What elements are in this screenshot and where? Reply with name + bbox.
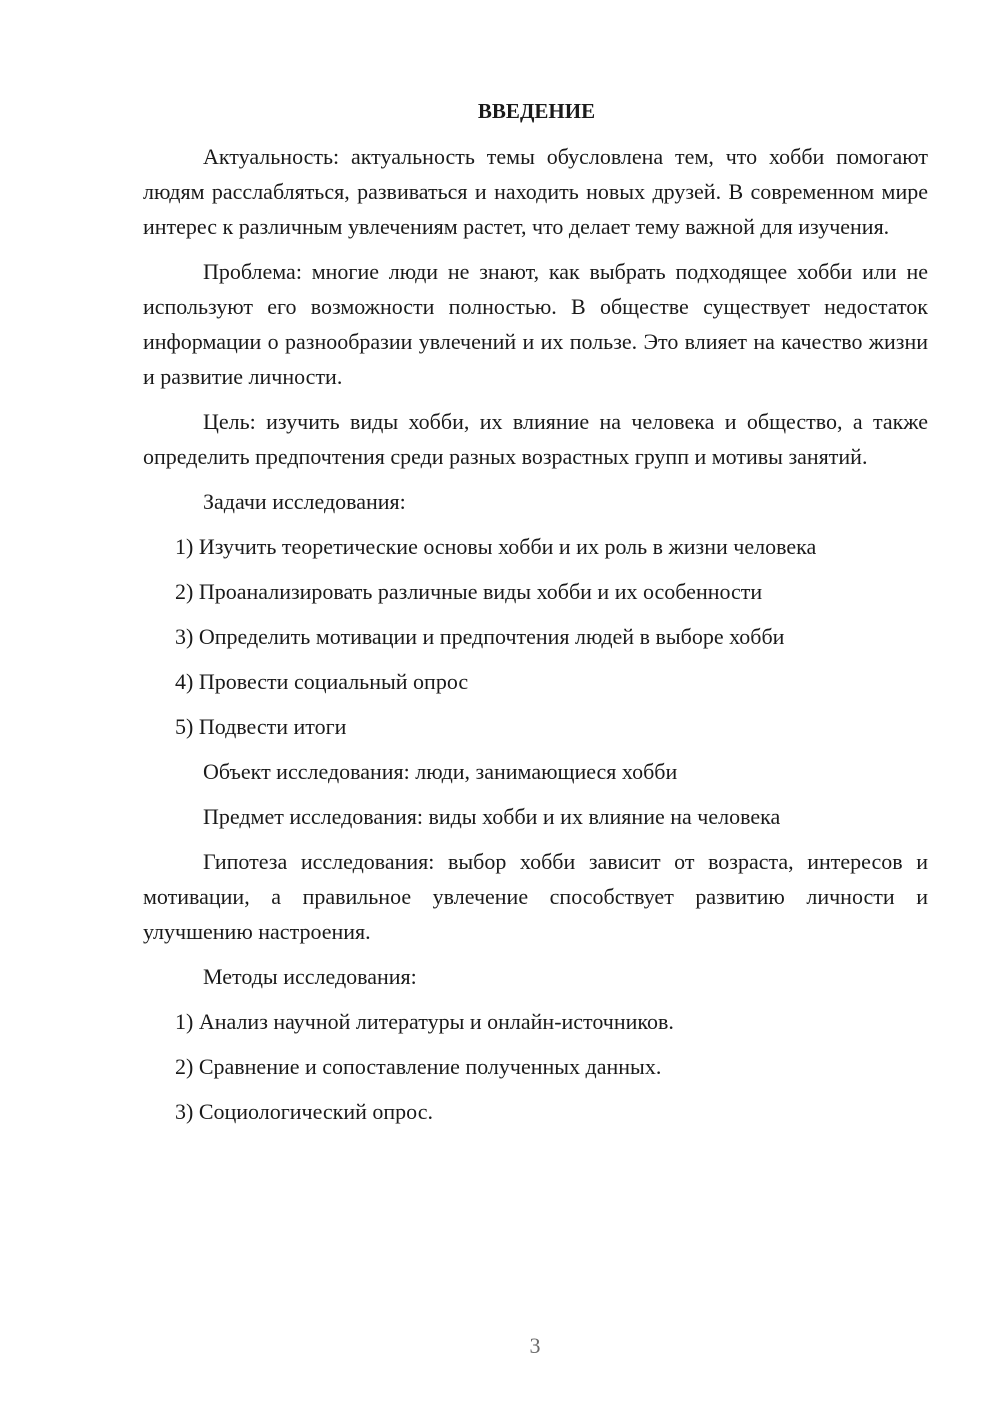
- relevance-paragraph: Актуальность: актуальность темы обусловлена тем, что хобби помогают людям расслабляться, развиваться и находить новых друзей. В современном мире интерес к различным увлечениям растет, что делает тему важной для изучения.: [143, 144, 928, 239]
- object-line: Объект исследования: люди, занимающиеся хобби: [203, 759, 678, 784]
- page-content: [143, 96, 928, 1139]
- task-item-1: 1) Изучить теоретические основы хобби и их роль в жизни человека: [175, 534, 817, 559]
- subject-line: Предмет исследования: виды хобби и их влияние на человека: [203, 804, 781, 829]
- task-item-3: 3) Определить мотивации и предпочтения людей в выборе хобби: [175, 624, 785, 649]
- method-item-2: 2) Сравнение и сопоставление полученных данных.: [175, 1054, 662, 1079]
- method-item-3: 3) Социологический опрос.: [175, 1099, 433, 1124]
- task-item-5: 5) Подвести итоги: [175, 714, 347, 739]
- task-item-4: 4) Провести социальный опрос: [175, 669, 469, 694]
- tasks-title: Задачи исследования:: [203, 489, 406, 514]
- hypothesis-paragraph: Гипотеза исследования: выбор хобби зависит от возраста, интересов и мотивации, а правильное увлечение способствует развитию личности и улучшению настроения.: [143, 849, 928, 944]
- section-heading: ВВЕДЕНИЕ: [477, 99, 596, 123]
- method-item-1: 1) Анализ научной литературы и онлайн-источников.: [175, 1009, 674, 1034]
- task-item-2: 2) Проанализировать различные виды хобби и их особенности: [175, 579, 763, 604]
- goal-paragraph: Цель: изучить виды хобби, их влияние на человека и общество, а также определить предпочтения среди разных возрастных групп и мотивы занятий.: [143, 409, 928, 469]
- problem-paragraph: Проблема: многие люди не знают, как выбрать подходящее хобби или не используют его возможности полностью. В обществе существует недостаток информации о разнообразии увлечений и их пользе. Это влияет на качество жизни и развитие личности.: [143, 259, 928, 389]
- methods-title: Методы исследования:: [203, 964, 417, 989]
- page-number: 3: [529, 1333, 541, 1358]
